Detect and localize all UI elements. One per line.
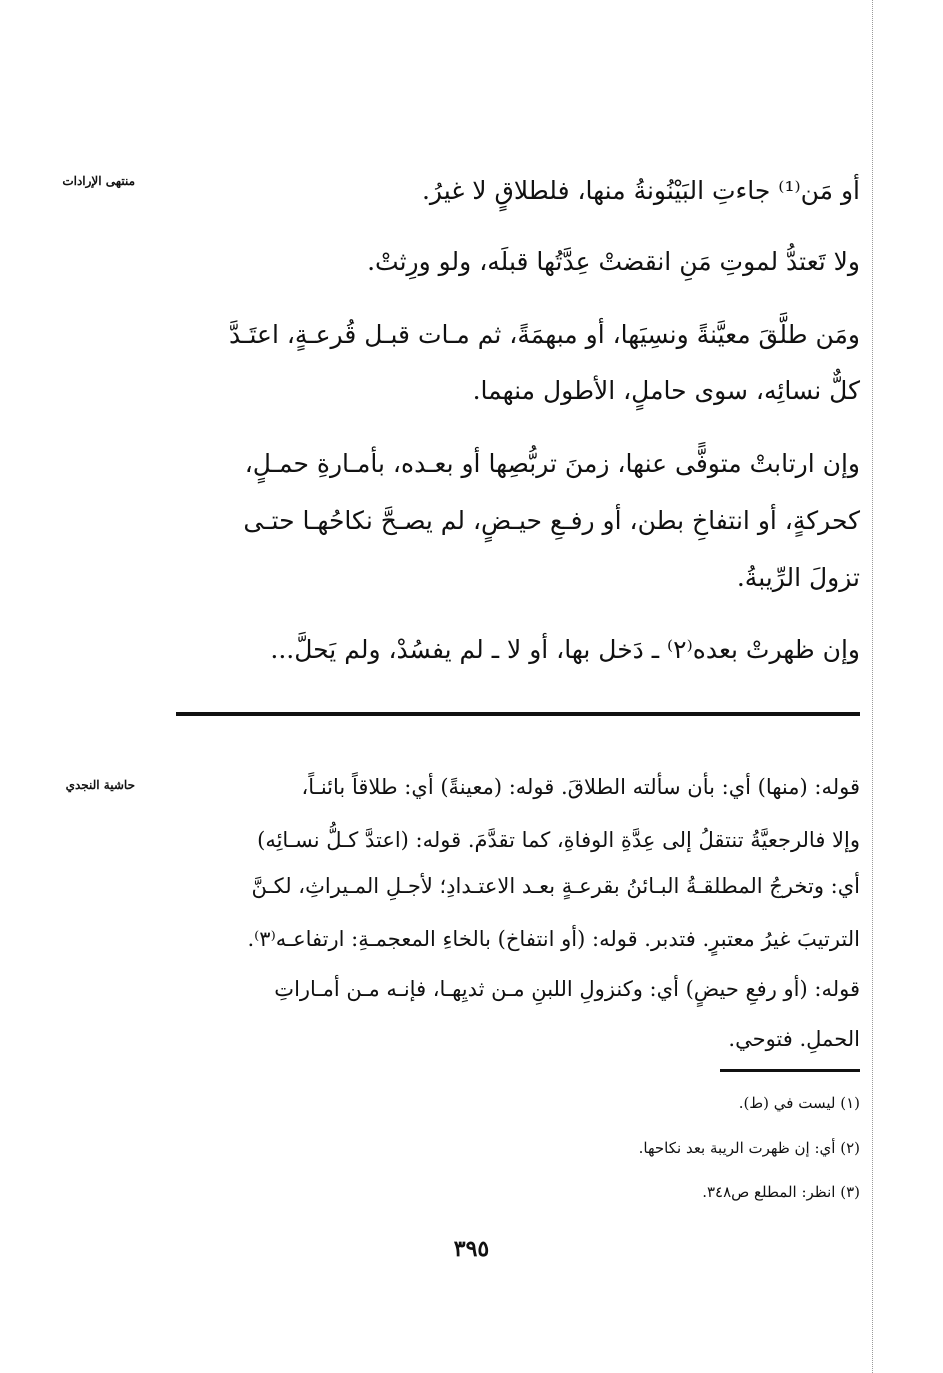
footnote: (٣) انظر: المطلع ص٣٤٨. [702, 1183, 860, 1201]
page-number: ٣٩٥ [453, 1236, 490, 1262]
commentary-line: الحملِ. فتوحي. [728, 1027, 860, 1051]
commentary-line: وإلا فالرجعيَّةُ تنتقلُ إلى عِدَّةِ الوفاةِ، كما تقدَّمَ. قوله: (اعتدَّ كـلُّ نسـائِه) [257, 828, 860, 852]
main-text-line: أو مَن⁽¹⁾ جاءتِ البَيْنُونةُ منها، فلطلاقٍ لا غيرُ. [421, 176, 860, 205]
main-text-line: كحركةٍ، أو انتفاخِ بطن، أو رفـعِ حيـضٍ، لم يصـحَّ نكاحُهـا حتـى [243, 506, 860, 535]
commentary-line: قوله: (أو رفعِ حيضٍ) أي: وكنزولِ اللبنِ مـن ثديِهـا، فإنـه مـن أمـاراتِ [274, 977, 860, 1001]
main-text-line: ومَن طلَّقَ معيَّنةً ونسِيَها، أو مبهمَةً، ثم مـات قبـل قُرعـةٍ، اعتَـدَّ [229, 320, 860, 349]
commentary-line: أي: وتخرجُ المطلقـةُ البـائنُ بقرعـةٍ بعـد الاعتـدادِ؛ لأجـلِ المـيراثِ، لكـنَّ [251, 874, 860, 898]
side-label-commentary: حاشية النجدي [65, 778, 135, 792]
side-label-main-text: منتهى الإرادات [62, 174, 135, 188]
footnote: (٢) أي: إن ظهرت الريبة بعد نكاحها. [638, 1139, 860, 1157]
margin-dotted-line [872, 0, 873, 1373]
commentary-line: قوله: (منها) أي: بأن سألته الطلاقَ. قوله: (معينةً) أي: طلاقاً بائنـاً، [301, 775, 860, 799]
main-text-line: وإن ظهرتْ بعده⁽٢⁾ ـ دَخل بها، أو لا ـ لم يفسُدْ، ولم يَحلَّ... [270, 635, 860, 664]
main-text-line: وإن ارتابتْ متوفًّى عنها، زمنَ تربُّصِها أو بعـده، بأمـارةِ حمـلٍ، [244, 449, 860, 478]
main-text-line: تزولَ الرِّيبةُ. [736, 563, 860, 592]
footnote-divider [720, 1069, 860, 1072]
main-text-line: كلٌّ نسائِه، سوى حاملٍ، الأطول منهما. [472, 376, 860, 405]
section-divider [176, 712, 860, 716]
commentary-line: الترتيبَ غيرُ معتبرٍ. فتدبر. قوله: (أو انتفاخ) بالخاءِ المعجمـةِ: ارتفاعـه⁽٣⁾. [247, 927, 860, 951]
main-text-line: ولا تَعتدُّ لموتِ مَنِ انقضتْ عِدَّتُها قبلَه، ولو ورِثتْ. [367, 247, 860, 276]
footnote: (١) ليست في (ط). [738, 1094, 860, 1112]
